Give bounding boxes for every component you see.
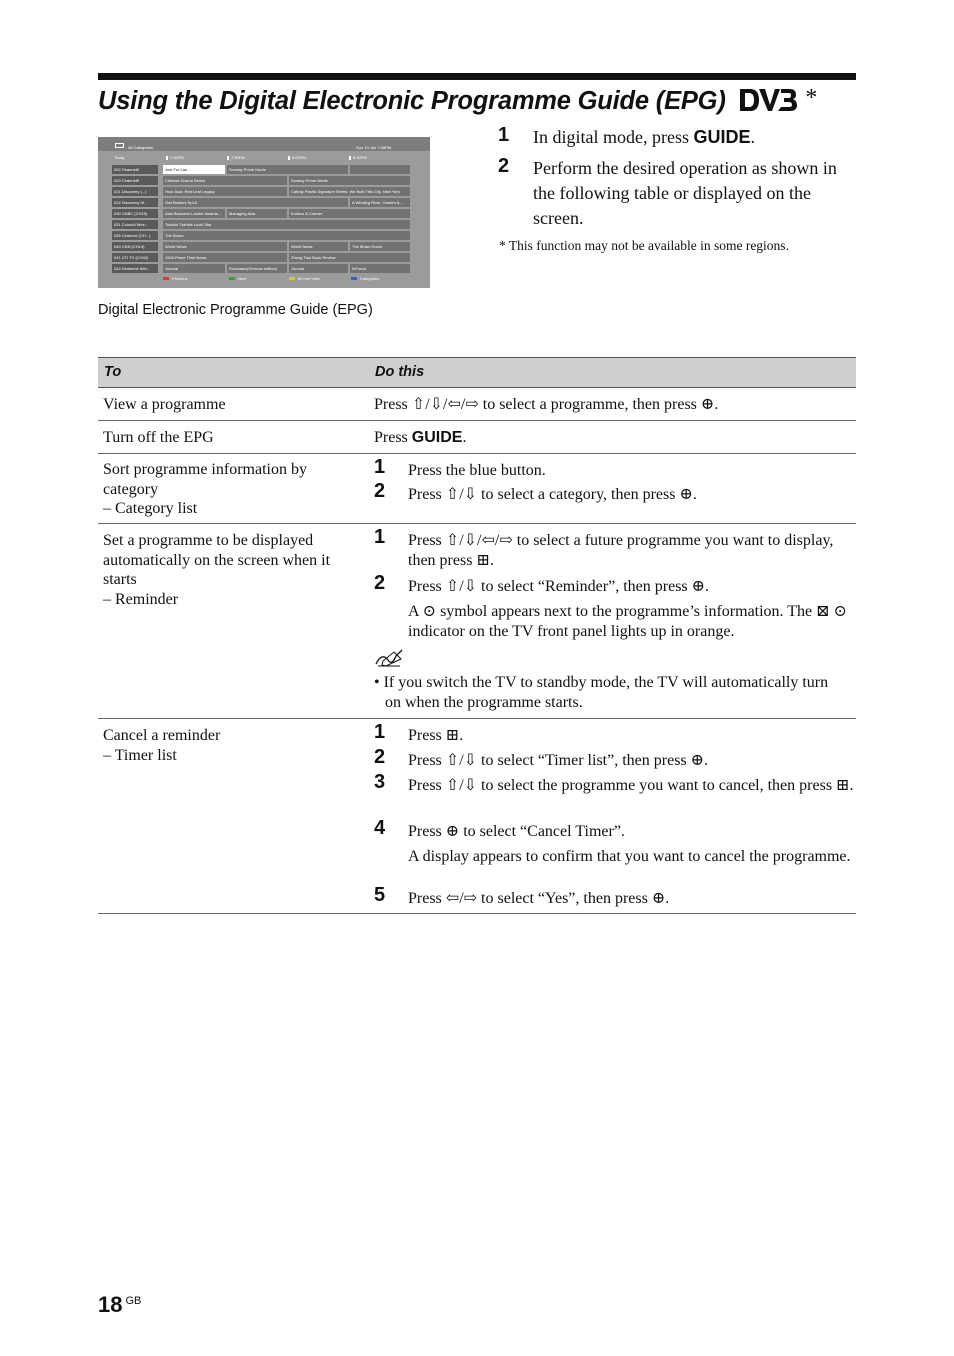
epg-programme[interactable]: Asia Business Leader Awards... [162, 209, 225, 218]
epg-programme[interactable]: Journal [288, 264, 348, 273]
guide-button-icon: ⊞ [836, 777, 850, 794]
enter-button-icon: ⊕ [679, 486, 693, 503]
epg-row [112, 176, 410, 185]
enter-button-icon: ⊕ [690, 752, 705, 769]
step-number: 1 [498, 124, 510, 146]
epg-row [112, 264, 410, 273]
top-rule [98, 73, 856, 80]
epg-header-title: All Categories [128, 145, 153, 150]
epg-row [112, 187, 410, 196]
note-pencil-icon [374, 648, 404, 668]
arrow-up-down-icon: ⇧/⇩ [445, 777, 478, 794]
row-divider [98, 420, 856, 421]
page-title [98, 85, 817, 116]
remind-note: • If you switch the TV to standby mode, the TV will automatically turn on when the programme starts. [374, 674, 829, 711]
row-divider [98, 523, 856, 524]
arrow-all-icon: ⇧/⇩/⇦/⇨ [445, 532, 513, 549]
epg-row [112, 253, 410, 262]
table-row-do: Press ⇧/⇩/⇦/⇨ to select a programme, then press ⊕. [374, 396, 719, 413]
epg-header [98, 137, 430, 151]
page-number: 18 $^{GB}$ [98, 1292, 142, 1317]
epg-channel: 002 Channel8 [112, 165, 158, 174]
epg-footer-previous: Previous [163, 276, 188, 281]
epg-programme[interactable]: Sunday Prime Movie [226, 165, 348, 174]
epg-time-slot: 7:00PM [166, 155, 184, 160]
epg-programme[interactable]: Cathay Pacific Signature Series: We Built This City, New York [288, 187, 410, 196]
epg-programme[interactable]: Managing Asia [226, 209, 287, 218]
epg-channel: 022 Discovery Hi... [112, 198, 158, 207]
enter-button-icon: ⊕ [691, 578, 706, 595]
figure-caption: Digital Electronic Programme Guide (EPG) [98, 302, 373, 318]
arrow-left-right-icon: ⇦/⇨ [445, 890, 478, 907]
blue-button-icon [351, 277, 357, 280]
epg-footer-next: Next [229, 276, 246, 281]
guide-menu-icon [115, 143, 124, 148]
epg-footer-60min: 60 min View [289, 276, 320, 281]
epg-programme[interactable]: 1900 Prime Time News [162, 253, 287, 262]
epg-programme[interactable]: Kudlow & Cramer [288, 209, 410, 218]
epg-programme[interactable]: Euromaxx(German edition) [226, 264, 287, 273]
epg-programme[interactable]: Sunday Prime Movie [288, 176, 410, 185]
epg-programme-empty [349, 165, 410, 174]
epg-time-slot: 8:30PM [349, 155, 367, 160]
guide-key: GUIDE [411, 429, 463, 446]
epg-programme[interactable]: The Music Room [349, 242, 410, 251]
step-text: Perform the desired operation as shown in the following table or displayed on the screen. [533, 158, 837, 228]
epg-programme[interactable]: Owl Busters Ep16 [162, 198, 348, 207]
epg-channel: 030 CNBC (CH15) [112, 209, 158, 218]
guide-button-icon: ⊞ [445, 727, 460, 744]
col-header-to: To [104, 364, 122, 380]
epg-channel: 021 Discovery (...) [112, 187, 158, 196]
epg-row [112, 209, 410, 218]
epg-programme[interactable]: Hour Asia: Red Leaf Legacy [162, 187, 287, 196]
epg-screenshot [98, 137, 430, 288]
red-button-icon [163, 277, 169, 280]
col-header-do-this: Do this [375, 364, 425, 380]
green-button-icon [229, 277, 235, 280]
timer-indicator-icon: ⊠ ⊙ [816, 603, 847, 620]
title-text: Using the Digital Electronic Programme Guide (EPG) [98, 87, 726, 115]
footnote: * This function may not be available in some regions. [499, 238, 789, 253]
guide-key: GUIDE [693, 127, 751, 147]
table-row-to: Cancel a reminder – Timer list [103, 727, 221, 764]
epg-programme[interactable]: World News [288, 242, 348, 251]
epg-row [112, 231, 410, 240]
table-row-to: Sort programme information by category – Category list [103, 461, 307, 517]
epg-programme[interactable]: A Winding River, Garden &... [349, 198, 410, 207]
epg-header-date: Sun 13 Jun 7:06PM [356, 145, 392, 150]
epg-channel: 031 Colorful Wee... [112, 220, 158, 229]
epg-channel: 041 CTI TV (CH42) [112, 253, 158, 262]
epg-channel: 040 CNN (CH14) [112, 242, 158, 251]
row-divider [98, 453, 856, 454]
epg-programme[interactable]: Journal [162, 264, 225, 273]
epg-programme[interactable]: World News [162, 242, 287, 251]
epg-footer-categories: Categories [351, 276, 379, 281]
epg-time-slot: 8:00PM [288, 155, 306, 160]
epg-channel: 042 Deutsche Wel... [112, 264, 158, 273]
epg-programme[interactable]: Chinese Drama Series [162, 176, 287, 185]
arrow-all-icon: ⇧/⇩/⇦/⇨ [411, 396, 479, 413]
epg-programme[interactable]: The Bourn [162, 231, 410, 240]
epg-programme[interactable]: InFocus [349, 264, 410, 273]
step-number: 2 [498, 155, 510, 177]
enter-button-icon: ⊕ [445, 823, 460, 840]
arrow-up-down-icon: ⇧/⇩ [445, 752, 478, 769]
table-bottom-rule [98, 913, 856, 914]
epg-today-label: Today [114, 155, 125, 160]
epg-row [112, 242, 410, 251]
guide-button-icon: ⊞ [476, 551, 490, 569]
epg-time-slot: 7:30PM [227, 155, 245, 160]
table-row-to: Set a programme to be displayed automatically on the screen when it starts – Reminder [103, 532, 331, 608]
epg-programme[interactable]: Zhong Tian Book Review [288, 253, 410, 262]
dvb-logo-icon [737, 86, 799, 114]
epg-row [112, 165, 410, 174]
epg-row [112, 198, 410, 207]
table-row-do: Press GUIDE. [374, 429, 467, 446]
enter-button-icon: ⊕ [651, 890, 666, 907]
table-row-to: View a programme [103, 396, 226, 413]
epg-programme[interactable]: Twinkle Twinkle Lucki Star [162, 220, 410, 229]
arrow-up-down-icon: ⇧/⇩ [445, 578, 478, 595]
title-asterisk: * [805, 85, 818, 111]
row-divider [98, 718, 856, 719]
epg-channel: 035 Cinemax (CH...) [112, 231, 158, 240]
clock-icon: ⊙ [422, 603, 437, 620]
arrow-up-down-icon: ⇧/⇩ [445, 486, 478, 503]
epg-row [112, 220, 410, 229]
epg-channel: 020 Channel8 [112, 176, 158, 185]
enter-button-icon: ⊕ [700, 396, 715, 413]
epg-programme-selected[interactable]: Just For Lau... [162, 165, 225, 174]
table-row-to: Turn off the EPG [103, 429, 214, 446]
table-header [98, 357, 856, 388]
yellow-button-icon [289, 277, 295, 280]
